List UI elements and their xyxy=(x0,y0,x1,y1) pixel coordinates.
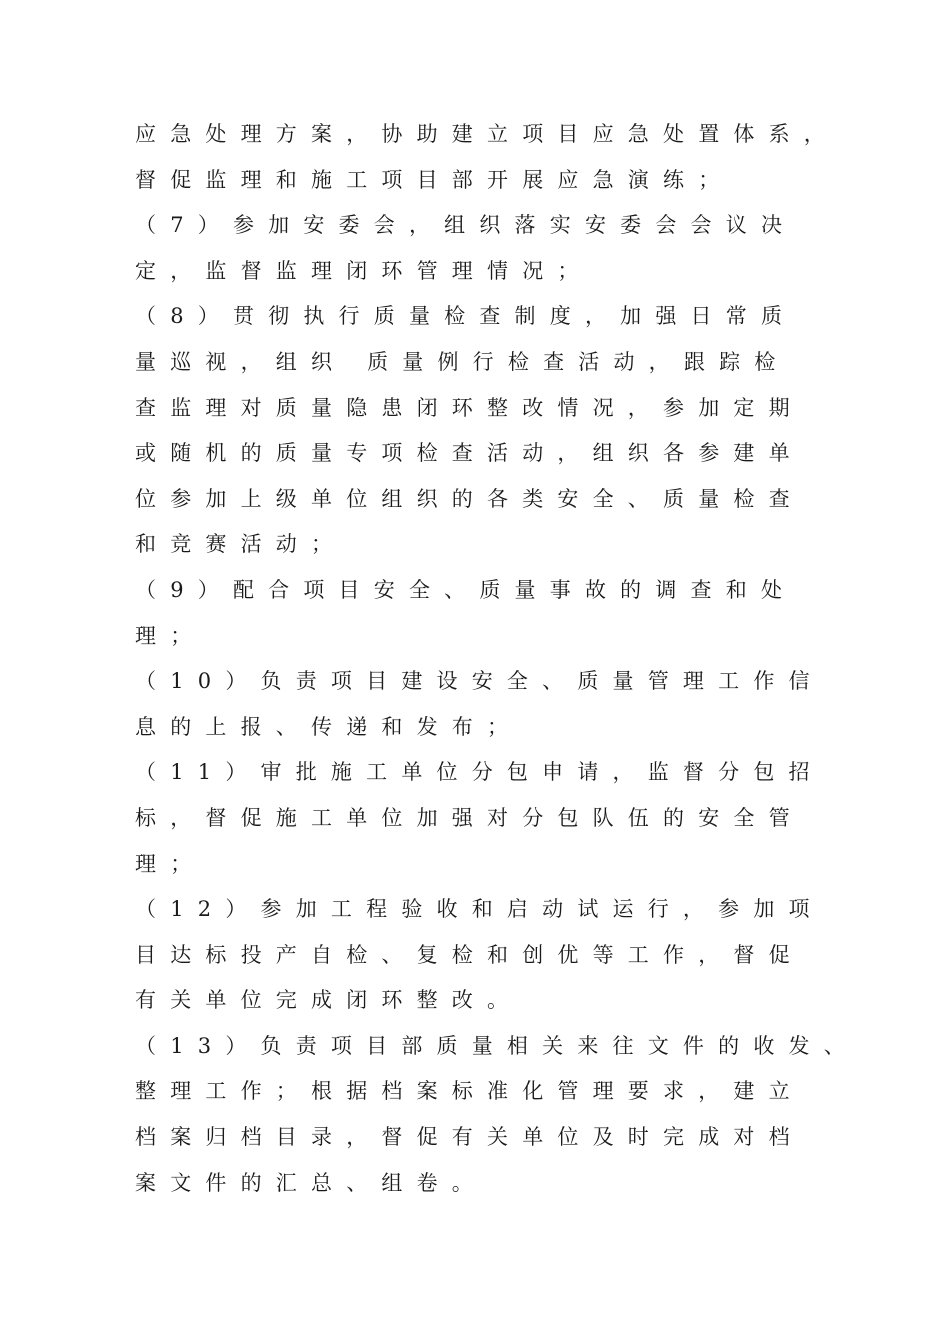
text-line: 定，监督监理闭环管理情况； xyxy=(135,258,593,283)
text-line: 案文件的汇总、组卷。 xyxy=(135,1170,487,1195)
text-line: 整理工作；根据档案标准化管理要求，建立 xyxy=(135,1079,804,1104)
text-line: （12）参加工程验收和启动试运行，参加项 xyxy=(135,897,824,922)
text-line: （8）贯彻执行质量检查制度，加强日常质 xyxy=(135,304,797,329)
text-line: 位参加上级单位组织的各类安全、质量检查 xyxy=(135,486,804,511)
text-line: （7）参加安委会，组织落实安委会会议决 xyxy=(135,213,797,238)
text-line: 息的上报、传递和发布； xyxy=(135,714,523,739)
text-line: 量巡视，组织 质量例行检查活动，跟踪检 xyxy=(135,349,790,374)
text-line: 和竞赛活动； xyxy=(135,532,347,557)
text-line: 档案归档目录，督促有关单位及时完成对档 xyxy=(135,1125,804,1150)
text-line: 理； xyxy=(135,851,206,876)
text-line: 查监理对质量隐患闭环整改情况，参加定期 xyxy=(135,395,804,420)
text-line: （11）审批施工单位分包申请，监督分包招 xyxy=(135,760,824,785)
text-line: 督促监理和施工项目部开展应急演练； xyxy=(135,167,734,192)
text-line: 目达标投产自检、复检和创优等工作，督促 xyxy=(135,942,804,967)
text-line: （13）负责项目部质量相关来往文件的收发、 xyxy=(135,1033,859,1058)
text-line: 或随机的质量专项检查活动，组织各参建单 xyxy=(135,441,804,466)
text-line: 有关单位完成闭环整改。 xyxy=(135,988,523,1013)
text-line: 标，督促施工单位加强对分包队伍的安全管 xyxy=(135,805,804,830)
text-line: （9）配合项目安全、质量事故的调查和处 xyxy=(135,577,797,602)
text-line: （10）负责项目建设安全、质量管理工作信 xyxy=(135,669,824,694)
text-line: 理； xyxy=(135,623,206,648)
text-line: 应急处理方案，协助建立项目应急处置体系， xyxy=(135,122,839,146)
body-text xyxy=(135,112,859,1206)
